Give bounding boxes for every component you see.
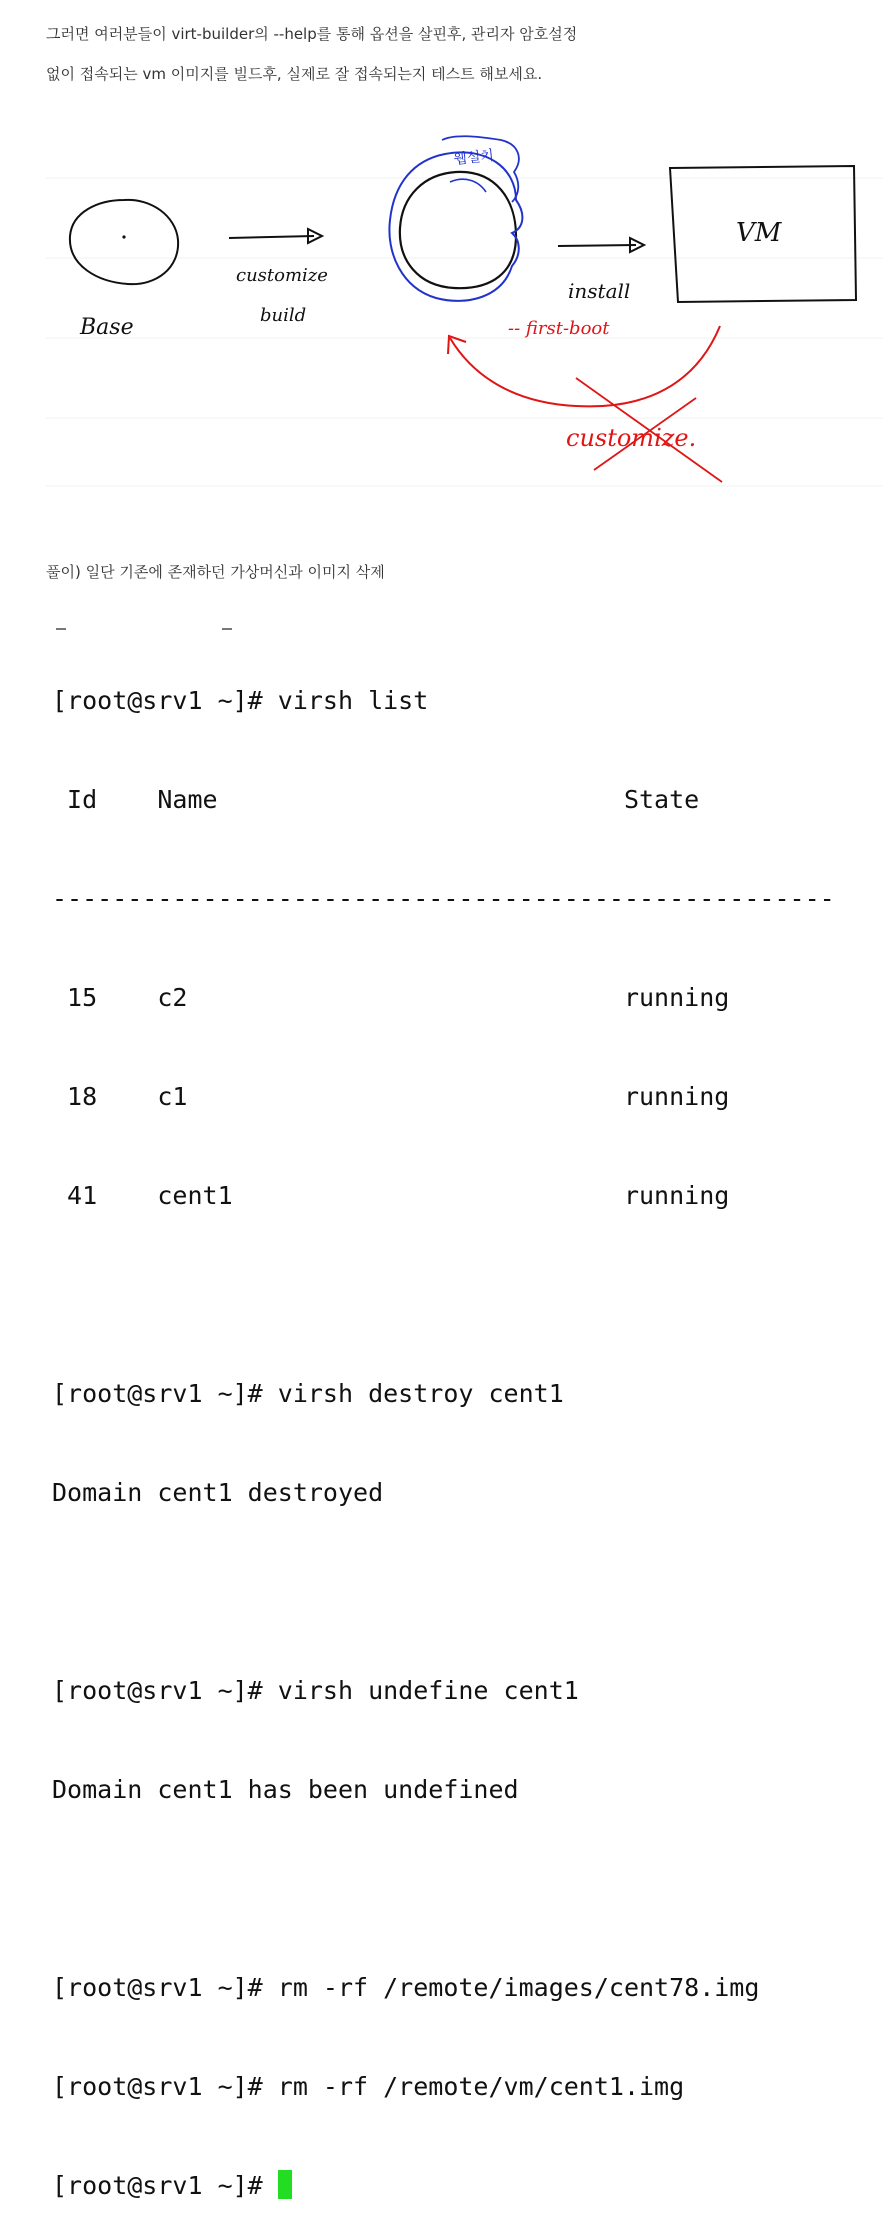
terminal-command: [root@srv1 ~]# virsh list: [52, 686, 429, 715]
customize-arrow: [229, 229, 322, 243]
terminal-command: [root@srv1 ~]# rm -rf /remote/images/cent78.img: [52, 1973, 760, 2002]
install-arrow: [558, 238, 644, 252]
terminal-output: [52, 618, 835, 2235]
customize-label: customize: [236, 265, 328, 286]
terminal-command: [root@srv1 ~]# virsh undefine cent1: [52, 1676, 579, 1705]
base-circle: [70, 200, 178, 284]
intro-paragraph-line1: 그러면 여러분들이 virt-builder의 --help를 통해 옵션을 살핀후, 관리자 암호설정: [46, 25, 578, 43]
table-row: 18 c1 running: [52, 1082, 730, 1111]
table-header: Id Name State: [52, 785, 700, 814]
vm-label: VM: [736, 218, 782, 248]
base-label: Base: [80, 315, 134, 340]
terminal-cursor[interactable]: [278, 2170, 292, 2199]
annotation-korean: 웹설치: [452, 147, 495, 168]
first-boot-label: -- first-boot: [508, 318, 610, 339]
workflow-diagram: [46, 128, 883, 498]
crossed-customize-label: customize.: [566, 424, 697, 452]
intro-paragraph-line2: 없이 접속되는 vm 이미지를 빌드후, 실제로 잘 접속되는지 테스트 해보세요.: [46, 65, 543, 83]
solution-heading: 풀이) 일단 기존에 존재하던 가상머신과 이미지 삭제: [46, 563, 385, 581]
terminal-prompt-line[interactable]: [52, 2169, 832, 2202]
terminal-prompt: [root@srv1 ~]#: [52, 2171, 278, 2200]
table-row: 41 cent1 running: [52, 1181, 730, 1210]
terminal-command: [root@srv1 ~]# rm -rf /remote/vm/cent1.img: [52, 2072, 685, 2101]
table-separator: ----------------------------------------------------: [52, 884, 835, 913]
terminal-command: [root@srv1 ~]# virsh destroy cent1: [52, 1379, 564, 1408]
terminal-output-line: Domain cent1 has been undefined: [52, 1775, 519, 1804]
install-label: install: [568, 279, 631, 303]
table-row: 15 c2 running: [52, 983, 730, 1012]
terminal-output-line: Domain cent1 destroyed: [52, 1478, 384, 1507]
build-label: build: [260, 305, 307, 326]
